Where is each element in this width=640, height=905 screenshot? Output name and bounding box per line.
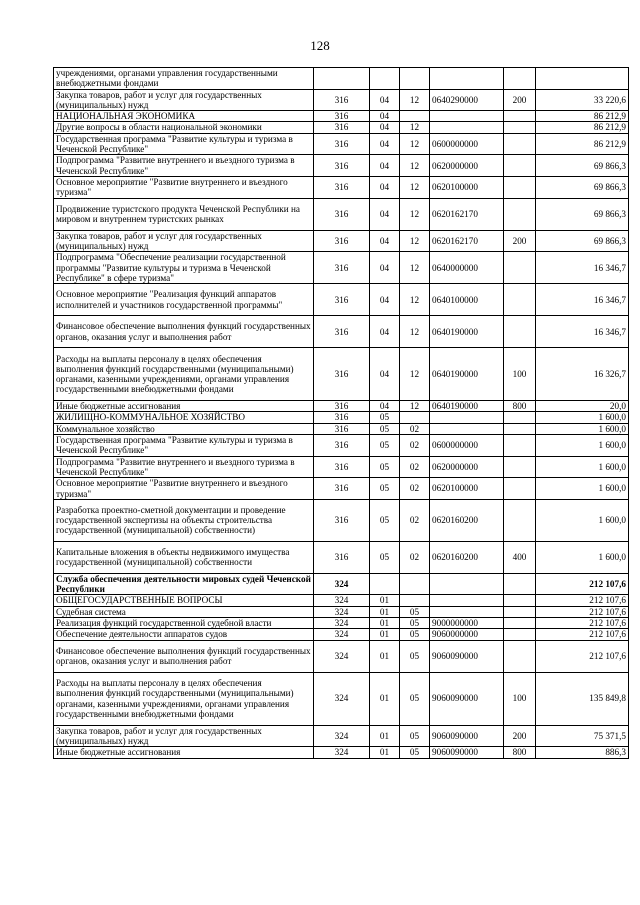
row-target-article [430, 606, 504, 617]
row-code: 324 [314, 747, 370, 758]
row-section: 05 [370, 423, 400, 434]
row-code: 316 [314, 198, 370, 230]
row-target-article: 0640000000 [430, 252, 504, 284]
row-expense-type [504, 284, 536, 316]
row-name: Подпрограмма "Развитие внутреннего и въездного туризма в Чеченской Республике" [54, 155, 314, 177]
row-section: 01 [370, 606, 400, 617]
row-amount: 1 600,0 [536, 499, 629, 541]
row-target-article: 0620162170 [430, 198, 504, 230]
row-subsection: 05 [400, 606, 430, 617]
row-target-article: 0620162170 [430, 230, 504, 252]
row-subsection [400, 595, 430, 606]
row-code: 316 [314, 499, 370, 541]
row-amount: 212 107,6 [536, 629, 629, 640]
row-subsection: 12 [400, 155, 430, 177]
row-name: Подпрограмма "Развитие внутреннего и въездного туризма в Чеченской Республике" [54, 456, 314, 478]
row-name: Закупка товаров, работ и услуг для государственных (муниципальных) нужд [54, 230, 314, 252]
row-name: Разработка проектно-сметной документации и проведение государственной экспертизы на объекты строительства государственной (муниципальной) собственности) [54, 499, 314, 541]
row-amount [536, 68, 629, 90]
row-amount: 1 600,0 [536, 412, 629, 423]
table-row [54, 672, 629, 725]
row-expense-type [504, 412, 536, 423]
table-row [54, 618, 629, 629]
row-expense-type [504, 176, 536, 198]
row-code: 324 [314, 595, 370, 606]
row-section: 04 [370, 252, 400, 284]
table-row [54, 412, 629, 423]
row-code: 324 [314, 573, 370, 595]
table-row [54, 541, 629, 573]
table-row [54, 252, 629, 284]
row-code: 316 [314, 252, 370, 284]
table-row [54, 401, 629, 412]
row-name: НАЦИОНАЛЬНАЯ ЭКОНОМИКА [54, 111, 314, 122]
row-expense-type [504, 198, 536, 230]
row-name: Финансовое обеспечение выполнения функций государственных органов, оказания услуг и выполнения работ [54, 640, 314, 672]
row-expense-type [504, 133, 536, 155]
row-amount: 212 107,6 [536, 618, 629, 629]
row-target-article [430, 573, 504, 595]
row-amount: 1 600,0 [536, 435, 629, 457]
row-code: 316 [314, 423, 370, 434]
row-name: Коммунальное хозяйство [54, 423, 314, 434]
row-section: 04 [370, 348, 400, 401]
row-name: Расходы на выплаты персоналу в целях обеспечения выполнения функций государственными (муниципальными) органами, казенными учреждениями, органами управления государственными внебюджетными фондами [54, 348, 314, 401]
row-amount: 69 866,3 [536, 198, 629, 230]
table-row [54, 456, 629, 478]
table-row [54, 348, 629, 401]
row-target-article: 0620100000 [430, 176, 504, 198]
table-row [54, 111, 629, 122]
row-subsection [400, 573, 430, 595]
row-section: 04 [370, 133, 400, 155]
row-code: 316 [314, 541, 370, 573]
table-row [54, 423, 629, 434]
row-code: 324 [314, 725, 370, 747]
row-subsection: 02 [400, 499, 430, 541]
row-subsection: 05 [400, 672, 430, 725]
row-name: Государственная программа "Развитие культуры и туризма в Чеченской Республике" [54, 435, 314, 457]
row-subsection: 02 [400, 541, 430, 573]
row-amount: 16 346,7 [536, 284, 629, 316]
row-target-article: 0620160200 [430, 541, 504, 573]
table-row [54, 230, 629, 252]
row-amount: 69 866,3 [536, 176, 629, 198]
row-code: 316 [314, 122, 370, 133]
row-section: 04 [370, 316, 400, 348]
row-subsection: 05 [400, 640, 430, 672]
row-section: 01 [370, 725, 400, 747]
row-name: Судебная система [54, 606, 314, 617]
row-code: 316 [314, 412, 370, 423]
row-amount: 75 371,5 [536, 725, 629, 747]
row-name: Подпрограмма "Обеспечение реализации государственной программы "Развитие культуры и туризма в Чеченской Республике" в сфере туризма" [54, 252, 314, 284]
row-subsection: 12 [400, 252, 430, 284]
row-subsection: 12 [400, 176, 430, 198]
row-section: 01 [370, 672, 400, 725]
row-amount: 86 212,9 [536, 122, 629, 133]
row-section: 04 [370, 176, 400, 198]
row-expense-type: 100 [504, 672, 536, 725]
row-subsection: 12 [400, 348, 430, 401]
row-section: 05 [370, 456, 400, 478]
row-target-article: 0640190000 [430, 401, 504, 412]
row-amount: 1 600,0 [536, 456, 629, 478]
row-target-article [430, 412, 504, 423]
row-amount: 1 600,0 [536, 478, 629, 500]
row-name: Капитальные вложения в объекты недвижимого имущества государственной (муниципальной) собственности [54, 541, 314, 573]
row-target-article: 9060000000 [430, 629, 504, 640]
row-expense-type [504, 316, 536, 348]
row-target-article: 9060090000 [430, 725, 504, 747]
row-subsection: 05 [400, 747, 430, 758]
row-amount: 1 600,0 [536, 423, 629, 434]
row-code: 316 [314, 478, 370, 500]
row-code: 324 [314, 618, 370, 629]
row-amount: 69 866,3 [536, 155, 629, 177]
row-subsection: 12 [400, 230, 430, 252]
row-name: Обеспечение деятельности аппаратов судов [54, 629, 314, 640]
row-target-article: 0640190000 [430, 316, 504, 348]
table-row [54, 155, 629, 177]
row-subsection [400, 111, 430, 122]
table-row [54, 89, 629, 111]
row-expense-type: 800 [504, 401, 536, 412]
row-subsection: 05 [400, 618, 430, 629]
table-row [54, 640, 629, 672]
row-expense-type [504, 456, 536, 478]
row-section: 05 [370, 478, 400, 500]
row-name: Реализация функций государственной судебной власти [54, 618, 314, 629]
row-section: 04 [370, 111, 400, 122]
row-expense-type [504, 122, 536, 133]
row-name: ОБЩЕГОСУДАРСТВЕННЫЕ ВОПРОСЫ [54, 595, 314, 606]
table-row [54, 176, 629, 198]
row-amount: 16 346,7 [536, 316, 629, 348]
row-amount: 33 220,6 [536, 89, 629, 111]
row-name: Иные бюджетные ассигнования [54, 401, 314, 412]
row-name: Служба обеспечения деятельности мировых судей Чеченской Республики [54, 573, 314, 595]
row-section: 01 [370, 629, 400, 640]
row-subsection: 12 [400, 316, 430, 348]
row-target-article: 0600000000 [430, 133, 504, 155]
row-section: 04 [370, 89, 400, 111]
row-name: Другие вопросы в области национальной экономики [54, 122, 314, 133]
row-target-article [430, 122, 504, 133]
row-target-article [430, 68, 504, 90]
row-code: 316 [314, 133, 370, 155]
row-subsection: 02 [400, 478, 430, 500]
table-row [54, 133, 629, 155]
row-expense-type: 100 [504, 348, 536, 401]
row-section: 04 [370, 155, 400, 177]
row-code: 316 [314, 111, 370, 122]
row-code: 316 [314, 155, 370, 177]
row-expense-type [504, 252, 536, 284]
row-amount: 212 107,6 [536, 595, 629, 606]
row-code: 316 [314, 284, 370, 316]
row-target-article: 0600000000 [430, 435, 504, 457]
table-row [54, 573, 629, 595]
row-name: Расходы на выплаты персоналу в целях обеспечения выполнения функций государственными (муниципальными) органами, казенными учреждениями, органами управления государственными внебюджетными фондами [54, 672, 314, 725]
row-expense-type: 200 [504, 89, 536, 111]
row-name: Закупка товаров, работ и услуг для государственных (муниципальных) нужд [54, 725, 314, 747]
row-expense-type [504, 499, 536, 541]
row-name: Основное мероприятие "Реализация функций аппаратов исполнителей и участников государственной программы" [54, 284, 314, 316]
row-code: 316 [314, 401, 370, 412]
row-code: 324 [314, 606, 370, 617]
row-name: Закупка товаров, работ и услуг для государственных (муниципальных) нужд [54, 89, 314, 111]
row-name: ЖИЛИЩНО-КОММУНАЛЬНОЕ ХОЗЯЙСТВО [54, 412, 314, 423]
row-target-article: 9000000000 [430, 618, 504, 629]
table-row [54, 284, 629, 316]
row-amount: 69 866,3 [536, 230, 629, 252]
row-section: 01 [370, 618, 400, 629]
row-target-article: 9060090000 [430, 640, 504, 672]
row-amount: 20,0 [536, 401, 629, 412]
row-section: 01 [370, 747, 400, 758]
row-subsection: 12 [400, 401, 430, 412]
row-expense-type: 400 [504, 541, 536, 573]
row-target-article: 0620000000 [430, 456, 504, 478]
row-section: 05 [370, 499, 400, 541]
row-code: 324 [314, 629, 370, 640]
row-expense-type [504, 478, 536, 500]
row-code: 324 [314, 672, 370, 725]
row-code: 316 [314, 176, 370, 198]
row-subsection: 02 [400, 435, 430, 457]
table-row [54, 316, 629, 348]
table-row [54, 478, 629, 500]
row-subsection [400, 68, 430, 90]
row-code: 316 [314, 435, 370, 457]
table-row [54, 747, 629, 758]
table-row [54, 68, 629, 90]
row-section [370, 573, 400, 595]
table-row [54, 606, 629, 617]
row-section: 05 [370, 541, 400, 573]
row-expense-type [504, 155, 536, 177]
row-name: Государственная программа "Развитие культуры и туризма в Чеченской Республике" [54, 133, 314, 155]
row-subsection: 12 [400, 89, 430, 111]
row-name: учреждениями, органами управления государственными внебюджетными фондами [54, 68, 314, 90]
row-target-article [430, 111, 504, 122]
row-target-article: 0640100000 [430, 284, 504, 316]
row-expense-type [504, 629, 536, 640]
row-code: 316 [314, 230, 370, 252]
row-target-article: 0640290000 [430, 89, 504, 111]
row-section: 04 [370, 401, 400, 412]
row-section: 01 [370, 640, 400, 672]
row-expense-type [504, 68, 536, 90]
row-subsection: 05 [400, 725, 430, 747]
row-name: Продвижение туристского продукта Чеченской Республики на мировом и внутреннем туристских рынках [54, 198, 314, 230]
row-target-article: 9060090000 [430, 747, 504, 758]
row-target-article [430, 595, 504, 606]
row-amount: 16 346,7 [536, 252, 629, 284]
table-row [54, 629, 629, 640]
table-row [54, 122, 629, 133]
row-code: 316 [314, 456, 370, 478]
row-name: Основное мероприятие "Развитие внутреннего и въездного туризма" [54, 176, 314, 198]
row-expense-type [504, 435, 536, 457]
row-section: 04 [370, 122, 400, 133]
row-expense-type [504, 640, 536, 672]
row-expense-type [504, 595, 536, 606]
row-target-article: 0620100000 [430, 478, 504, 500]
row-subsection: 12 [400, 122, 430, 133]
row-expense-type [504, 423, 536, 434]
row-code: 316 [314, 316, 370, 348]
table-row [54, 725, 629, 747]
row-name: Финансовое обеспечение выполнения функций государственных органов, оказания услуг и выполнения работ [54, 316, 314, 348]
row-amount: 1 600,0 [536, 541, 629, 573]
table-row [54, 198, 629, 230]
row-target-article: 9060090000 [430, 672, 504, 725]
row-section [370, 68, 400, 90]
row-code: 316 [314, 89, 370, 111]
row-section: 05 [370, 435, 400, 457]
row-section: 05 [370, 412, 400, 423]
row-target-article [430, 423, 504, 434]
row-amount: 135 849,8 [536, 672, 629, 725]
row-subsection: 02 [400, 423, 430, 434]
row-section: 04 [370, 284, 400, 316]
row-name: Основное мероприятие "Развитие внутреннего и въездного туризма" [54, 478, 314, 500]
row-code: 316 [314, 348, 370, 401]
page-number: 128 [310, 38, 330, 53]
row-expense-type: 200 [504, 725, 536, 747]
table-row [54, 499, 629, 541]
row-amount: 16 326,7 [536, 348, 629, 401]
row-expense-type [504, 618, 536, 629]
row-amount: 86 212,9 [536, 111, 629, 122]
row-target-article: 0620160200 [430, 499, 504, 541]
row-subsection: 12 [400, 284, 430, 316]
row-expense-type [504, 111, 536, 122]
row-amount: 212 107,6 [536, 640, 629, 672]
row-expense-type [504, 606, 536, 617]
row-section: 04 [370, 198, 400, 230]
row-amount: 886,3 [536, 747, 629, 758]
row-amount: 212 107,6 [536, 573, 629, 595]
row-target-article: 0640190000 [430, 348, 504, 401]
row-code [314, 68, 370, 90]
row-subsection: 12 [400, 198, 430, 230]
row-subsection [400, 412, 430, 423]
row-target-article: 0620000000 [430, 155, 504, 177]
row-amount: 212 107,6 [536, 606, 629, 617]
row-subsection: 12 [400, 133, 430, 155]
row-name: Иные бюджетные ассигнования [54, 747, 314, 758]
row-expense-type [504, 573, 536, 595]
table-body [54, 68, 629, 759]
row-section: 01 [370, 595, 400, 606]
row-section: 04 [370, 230, 400, 252]
row-subsection: 05 [400, 629, 430, 640]
table-row [54, 435, 629, 457]
row-amount: 86 212,9 [536, 133, 629, 155]
budget-table [53, 67, 629, 759]
row-expense-type: 200 [504, 230, 536, 252]
table-row [54, 595, 629, 606]
row-expense-type: 800 [504, 747, 536, 758]
row-code: 324 [314, 640, 370, 672]
row-subsection: 02 [400, 456, 430, 478]
